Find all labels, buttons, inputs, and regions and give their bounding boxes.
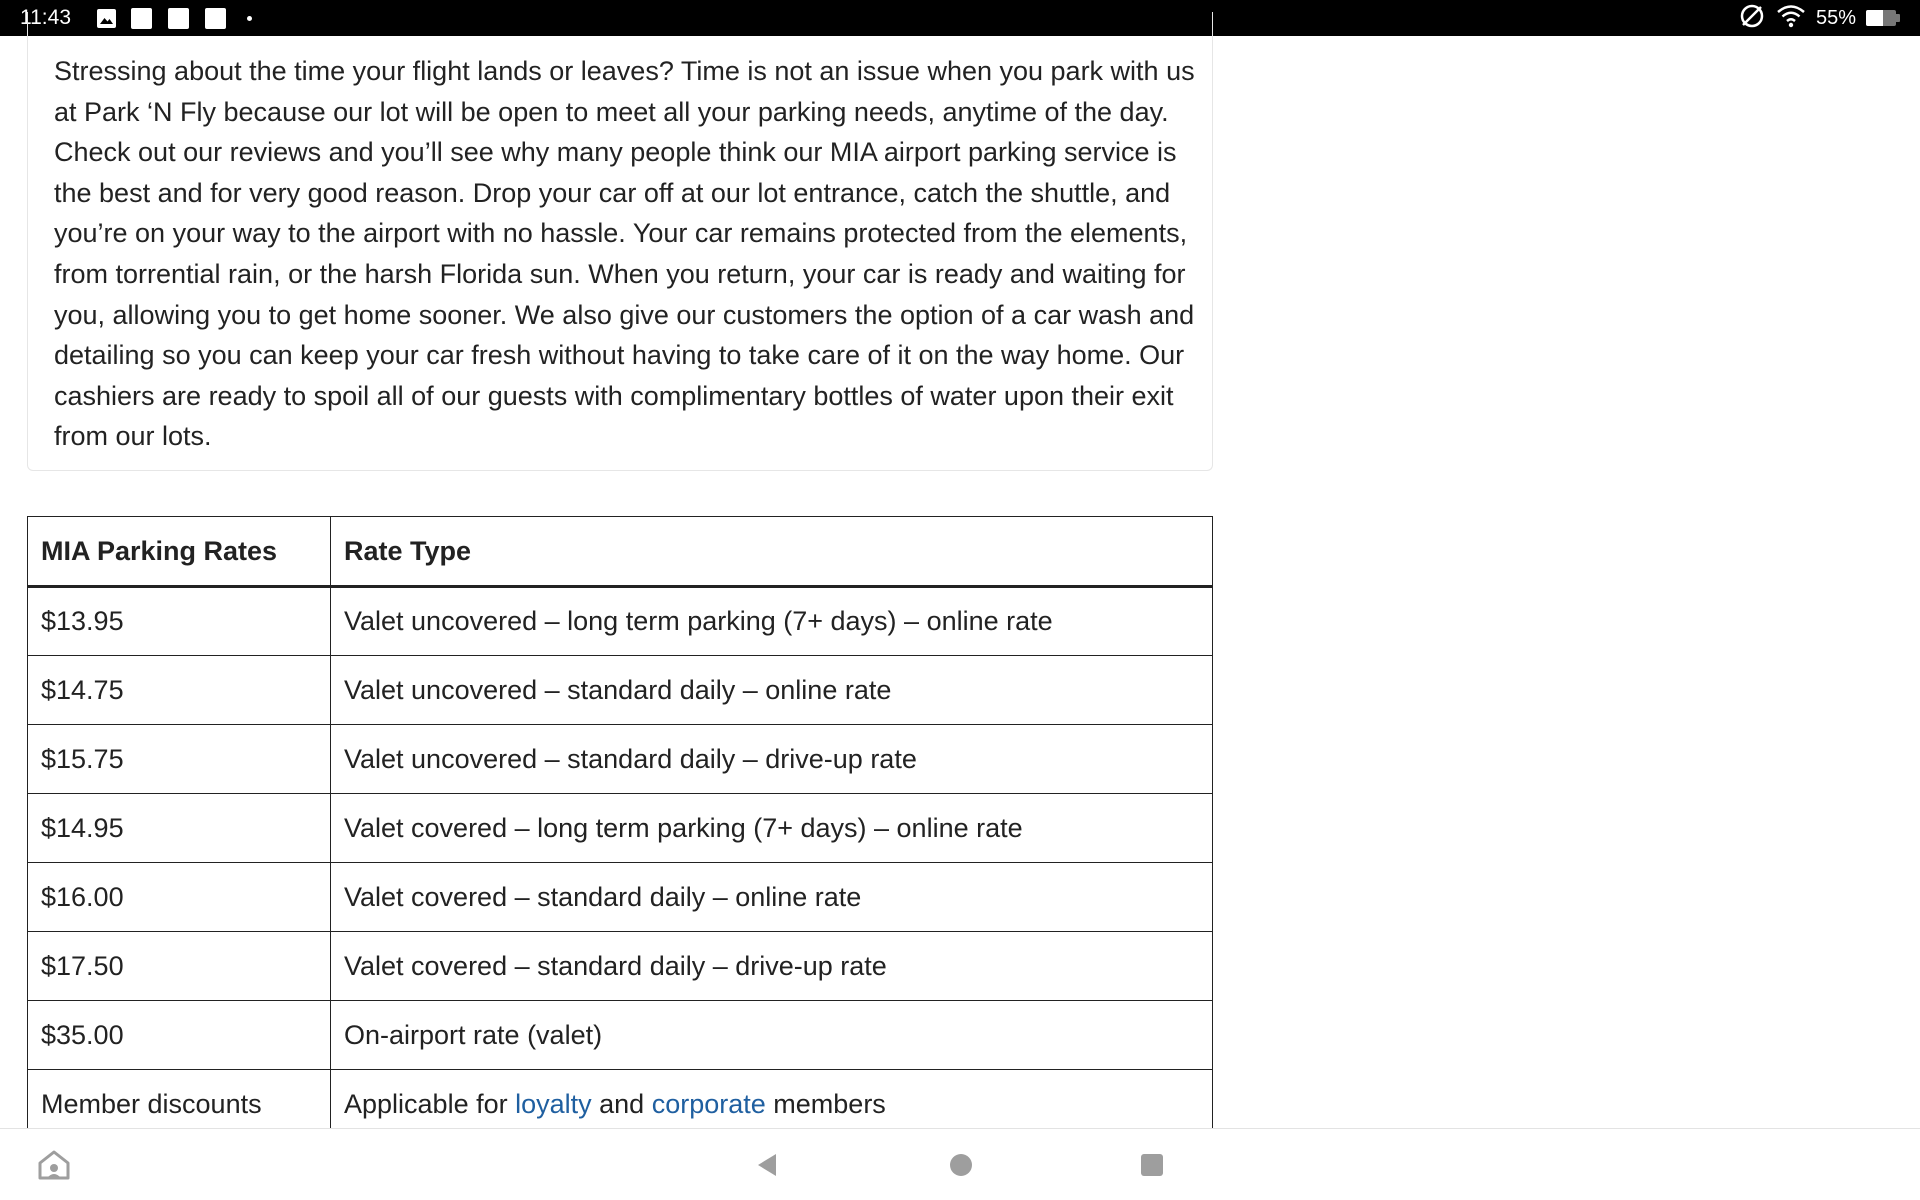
recents-icon[interactable]	[1128, 1141, 1176, 1189]
status-right	[1738, 4, 1896, 32]
back-icon[interactable]	[743, 1141, 791, 1189]
table-row	[28, 794, 1213, 863]
rate-type: Valet covered – standard daily – online rate	[331, 863, 1213, 932]
rate-type: Valet covered – standard daily – drive-up rate	[331, 932, 1213, 1001]
corporate-link[interactable]: corporate	[651, 1088, 766, 1119]
rates-table	[27, 516, 1213, 1139]
rate-type: Valet uncovered – standard daily – drive-up rate	[331, 725, 1213, 794]
battery-percent: 55%	[1815, 6, 1856, 29]
member-text-prefix: Applicable for	[344, 1088, 516, 1119]
rate-price: $17.50	[28, 932, 331, 1001]
table-row	[28, 932, 1213, 1001]
table-row	[28, 587, 1213, 656]
loyalty-link[interactable]: loyalty	[515, 1088, 592, 1119]
wifi-icon	[1776, 3, 1806, 34]
navigation-bar	[0, 1128, 1920, 1200]
member-discounts-label: Member discounts	[28, 1070, 331, 1139]
column-header-rates: MIA Parking Rates	[28, 517, 331, 587]
member-text-middle: and	[591, 1088, 652, 1119]
rate-price: $35.00	[28, 1001, 331, 1070]
article-paragraph: Stressing about the time your flight lands or leaves? Time is not an issue when you park with us at Park ‘N Fly because our lot will be open to meet all your parking needs, anytime of the day. Check out our reviews and you’ll see why many people think our MIA airport parking service is the best and for very good reason. Drop your car off at our lot entrance, catch the shuttle, and you’re on your way to the airport with no hassle. Your car remains protected from the elements, from torrential rain, or the harsh Florida sun. When you return, your car is ready and waiting for you, allowing you to get home sooner. We also give our customers the option of a car wash and detailing so you can keep your car fresh without having to take care of it on the way home. Our cashiers are ready to spoil all of our guests with complimentary bottles of water upon their exit from our lots.	[54, 56, 1195, 452]
battery-icon	[1866, 10, 1896, 26]
column-header-rate-type: Rate Type	[331, 517, 1213, 587]
home-icon[interactable]	[937, 1141, 985, 1189]
table-row	[28, 1001, 1213, 1070]
rate-type: On-airport rate (valet)	[331, 1001, 1213, 1070]
rate-price: $16.00	[28, 863, 331, 932]
rate-type: Valet covered – long term parking (7+ days) – online rate	[331, 794, 1213, 863]
do-not-disturb-icon	[1738, 2, 1766, 35]
table-row	[28, 863, 1213, 932]
home-shortcut-icon[interactable]	[30, 1141, 78, 1189]
rate-price: $13.95	[28, 587, 331, 656]
rate-price: $14.75	[28, 656, 331, 725]
rate-type: Valet uncovered – standard daily – online rate	[331, 656, 1213, 725]
rate-price: $15.75	[28, 725, 331, 794]
table-row	[28, 725, 1213, 794]
table-row	[28, 656, 1213, 725]
table-header-row	[28, 517, 1213, 587]
clock: 11:43	[20, 6, 71, 29]
rate-price: $14.95	[28, 794, 331, 863]
member-text-suffix: members	[765, 1088, 886, 1119]
rate-type: Valet uncovered – long term parking (7+ days) – online rate	[331, 587, 1213, 656]
